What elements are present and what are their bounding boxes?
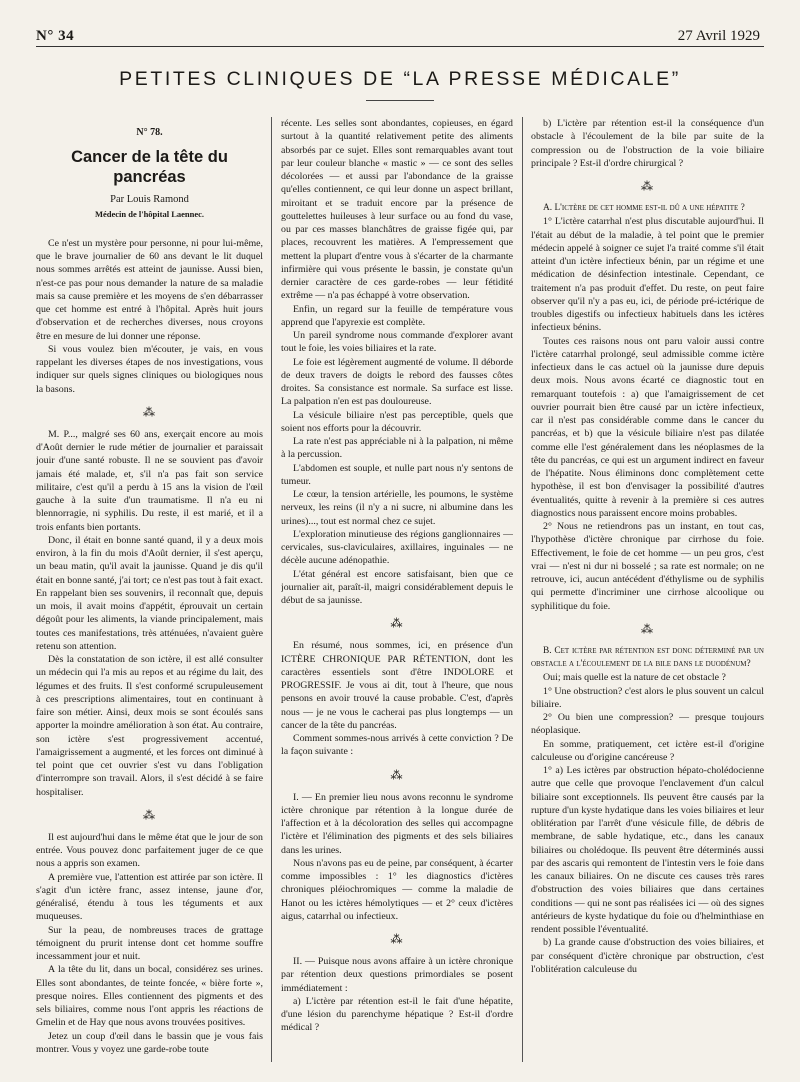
- paragraph: En résumé, nous sommes, ici, en présence d'un ICTÈRE CHRONIQUE PAR RÉTENTION, dont les caractères essentiels sont d'être INDOLORE et PROGRESSIF. Je vous ai dit, tout à l'heure, que nous pensons en avoir trouvé la cause probable. C'est, d'après nous — je ne vous le cacherai pas plus longtemps — un cancer de la tête du pancréas.: [281, 640, 513, 731]
- paragraph: Enfin, un regard sur la feuille de température vous apprend que l'apyrexie est complète.: [281, 303, 513, 328]
- column-2: [281, 117, 513, 1062]
- header-rule: [36, 46, 764, 47]
- paragraph: Ce n'est un mystère pour personne, ni pour lui-même, que le brave journalier de 60 ans devant le lit duquel nous sommes arrêtés est atteint de jaunisse. Aussi bien, n'est-ce pas pour nous demander la nature de sa maladie mais sa cause première et les moyens de s'en débarrasser que cet homme est entré à l'hôpital. Après huit jours d'observation et de recherches diverses, nous croyons être en mesure de lui donner une réponse.: [36, 237, 263, 342]
- paragraph: A première vue, l'attention est attirée par son ictère. Il s'agit d'un ictère franc, assez intense, jaune d'or, généralisé, étendu à tous les téguments et aux muqueuses.: [36, 871, 263, 923]
- masthead-title: PETITES CLINIQUES DE “LA PRESSE MÉDICALE”: [119, 68, 681, 90]
- article-affiliation: Médecin de l'hôpital Laennec.: [94, 208, 205, 219]
- paragraph: Si vous voulez bien m'écouter, je vais, en vous rappelant les diverses étapes de nos investigations, vous indiquer sur quels signes cliniques ou biologiques nous la basons.: [36, 343, 263, 395]
- section-separator: ⁂: [143, 807, 156, 822]
- column-divider-2: [522, 117, 523, 1062]
- issue-number: N° 34: [36, 28, 75, 44]
- paragraph: récente. Les selles sont abondantes, copieuses, en égard surtout à la quantité relativement petite des aliments absorbés par ce sujet. Elles sont remarquables avant tout par leur couleur blanche « mastic » — ce sont des selles décolorées — et aussi par l'abondance de la graisse qu'elles contiennent, ce qui leur donne un aspect brillant, miroitant et se traduit encore par la présence de gouttelettes huileuses à leur surface ou au fond du vase, ou par ces masses blanchâtres de graisse figée qui, par places, recouvrent les matières. A l'empressement que mettent la plupart d'entre vous à s'écarter de la charmante infirmière qui vous présente le bassin, je constate qu'un dernier caractère de ces garde-robes — leur fétidité extrême — n'a pas échappé à votre observation.: [281, 118, 513, 302]
- column-divider-1: [271, 117, 272, 1062]
- masthead-rule: [366, 100, 434, 101]
- paragraph: La vésicule biliaire n'est pas perceptible, quels que soient nos efforts pour la découvrir.: [281, 409, 513, 434]
- paragraph: b) La grande cause d'obstruction des voies biliaires, et par conséquent d'ictère chronique par obstruction, c'est l'oblitération calculeuse du: [531, 937, 764, 975]
- column-1: [36, 120, 263, 1065]
- paragraph: L'exploration minutieuse des régions ganglionnaires — cervicales, sus-claviculaires, axillaires, inguinales — ne décèle aucune adénopathie.: [281, 528, 513, 567]
- paragraph: Nous n'avons pas eu de peine, par conséquent, à écarter comme impossibles : 1° les diagnostics d'ictères chroniques pléiochromiques — comme la maladie de Hanot ou les ictères hémolytiques — et 2° ceux d'ictères aigus, catarrhal ou infectieux.: [281, 857, 513, 922]
- paragraph: M. P..., malgré ses 60 ans, exerçait encore au mois d'Août dernier le rude métier de journalier et paraissait jouir d'une santé robuste. Il ne se souvient pas d'avoir jamais été malade, et, s'il n'a pas fait son service militaire, c'est qu'il a perdu à 15 ans la vision de l'œil gauche à la suite d'un traumatisme. Il n'a eu ni blennorragie, ni syphilis. Du reste, il est marié, et il a trois enfants bien portants.: [36, 428, 263, 533]
- paragraph: A la tête du lit, dans un bocal, considérez ses urines. Elles sont abondantes, de teinte foncée, « bière forte », presque noires. Elles contiennent des pigments et des sels biliaires, comme nous l'ont appris les réactions de Gmelin et de Hay que nous avons trouvées positives.: [36, 964, 263, 1029]
- paragraph: La rate n'est pas appréciable ni à la palpation, ni même à la percussion.: [281, 436, 513, 461]
- paragraph: 2° Nous ne retiendrons pas un instant, en tout cas, l'hypothèse d'ictère chronique par cirrhose du foie. Effectivement, le foie de cet homme — un peu gros, c'est vrai — n'est ni dur ni bosselé ; sa rate est normale; on ne retrouve, ici, aucun antécédent d'éthylisme ou de syphilis qui permette d'incriminer une cirrhose alcoolique ou syphilitique du foie.: [531, 521, 764, 612]
- paragraph: Un pareil syndrome nous commande d'explorer avant tout le foie, les voies biliaires et la rate.: [281, 330, 513, 355]
- subsection-heading: A. L'ictère de cet homme est-il dû a une hépatite ?: [543, 203, 745, 213]
- paragraph: En somme, pratiquement, cet ictère est-il d'origine calculeuse ou d'origine cancéreuse ?: [531, 738, 764, 763]
- paragraph: Le cœur, la tension artérielle, les poumons, le système nerveux, les reins (il n'y a ni sucre, ni albumine dans les urines)..., tout est normal chez ce sujet.: [281, 489, 513, 527]
- paragraph: Donc, il était en bonne santé quand, il y a deux mois environ, à la fin du mois d'Août dernier, il s'est aperçu, un beau matin, qu'il avait la jaunisse. Quand je dis qu'il était en bonne santé, j'ai tort; ce n'est pas tout à fait exact. En rappelant bien ses souvenirs, il reconnaît que, depuis un mois, il avait moins d'appétit, éprouvait un certain dégoût pour les aliments, la viande principalement, mais toutes ces manifestations, très atténuées, n'avaient guère retenu son attention.: [36, 534, 263, 652]
- article-author: Par Louis Ramond: [110, 194, 189, 206]
- paragraph: L'abdomen est souple, et nulle part nous n'y sentons de tumeur.: [281, 462, 513, 487]
- paragraph: Comment sommes-nous arrivés à cette conviction ? De la façon suivante :: [281, 733, 513, 758]
- section-separator: ⁂: [390, 932, 404, 946]
- paragraph: II. — Puisque nous avons affaire à un ictère chronique par rétention deux questions primordiales se posent immédiatement :: [281, 956, 513, 994]
- paragraph: Toutes ces raisons nous ont paru valoir aussi contre l'ictère catarrhal prolongé, seul admissible comme ictère infectieux dans le cas actuel où la jaunisse dure depuis deux mois. Nous avons écarté ce diagnostic tout en remarquant toutefois : a) que l'amaigrissement de cet ouvrier pourrait bien être causé par un ictère infectieux, car il n'est pas considérable comme dans le cancer du pancréas, et b) que la vésicule biliaire n'est pas dilatée comme elle l'est généralement dans les néoplasmes de la tête du pancréas, ce qui est un argument indirect en faveur de l'hépatite. Nous éliminons donc complètement cette hypothèse, il est bon d'envisager la possibilité d'autres éventualités, quitte à revenir à la première si ces autres diagnostics nous paraissent encore moins probables.: [531, 335, 764, 519]
- subsection-heading: B. Cet ictère par rétention est donc déterminé par un obstacle a l'écoulement de la bile dans le duodénum?: [531, 645, 764, 669]
- paragraph: Jetez un coup d'œil dans le bassin que je vous fais montrer. Vous y voyez une garde-robe toute: [36, 1030, 263, 1055]
- paragraph: Oui; mais quelle est la nature de cet obstacle ?: [543, 672, 726, 684]
- paragraph: 2° Ou bien une compression? — presque toujours néoplasique.: [531, 712, 764, 737]
- paragraph: a) L'ictère par rétention est-il le fait d'une hépatite, d'une lésion du parenchyme hépatique ? Est-il d'ordre médical ?: [281, 995, 513, 1034]
- paragraph: b) L'ictère par rétention est-il la conséquence d'un obstacle à l'écoulement de la bile par suite de la compression ou de l'obstruction de la voie biliaire principale ? Est-il d'ordre chirurgical ?: [531, 118, 764, 169]
- paragraph: I. — En premier lieu nous avons reconnu le syndrome ictère chronique par rétention à la longue durée de l'affection et à la décoloration des selles qui accompagne l'ictère et l'élimination des pigments et des sels biliaires dans les urines.: [281, 791, 513, 856]
- section-separator: ⁂: [390, 616, 404, 631]
- article-title: Cancer de la tête du pancréas: [71, 148, 228, 187]
- paragraph: L'état général est encore satisfaisant, bien que ce journalier ait, paraît-il, maigri considérablement depuis le début de sa jaunisse.: [281, 568, 513, 606]
- paragraph: Sur la peau, de nombreuses traces de grattage témoignent du prurit intense dont cet homme souffre incessamment jour et nuit.: [36, 924, 263, 962]
- section-separator: ⁂: [641, 179, 654, 193]
- paragraph: 1° L'ictère catarrhal n'est plus discutable aujourd'hui. Il l'était au début de la maladie, à tel point que le premier médecin appelé à soigner ce sujet l'a traité comme s'il était atteint d'un ictère infectieux bénin, par un régime et une médication de désinfection intestinale. Cependant, ce traitement n'a pas produit d'effet. Du reste, on peut faire observer qu'il n'y a pas eu, ici, de période pré-ictérique de troubles digestifs ou infectieux habituels dans les ictères infectieux bénins.: [531, 216, 764, 334]
- section-separator: ⁂: [641, 621, 654, 636]
- paragraph: Il est aujourd'hui dans le même état que le jour de son entrée. Vous pouvez donc parfaitement juger de ce que nous a appris son examen.: [36, 831, 263, 870]
- column-3: [531, 117, 764, 1062]
- paragraph: 1° a) Les ictères par obstruction hépato-cholédocienne autre que celle que provoque l'enclavement d'un calcul biliaire sont exceptionnels. Ils peuvent être causés par la rupture d'un kyste hydatique dans les voies biliaires et leur oblitération par l'arrêt d'une vésicule fille, de débris de membrane, de sable hydatique, etc., dans les canaux biliaires ou cholédoque. Ils peuvent être déterminés aussi par des ascaris qui remontent de l'intestin vers le foie dans les canaux biliaires. On ne discute ces causes très rares d'obstruction des voies biliaires que dans certaines conditions — qui ne sont pas réalisées ici — où des signes antérieurs de kyste hydatique du foie ou d'helminthiase en rendent possible l'éventualité.: [531, 765, 764, 935]
- article-number: N° 78.: [136, 127, 163, 138]
- section-separator: ⁂: [390, 767, 404, 782]
- section-separator: ⁂: [143, 404, 156, 419]
- paragraph: Le foie est légèrement augmenté de volume. Il déborde de deux travers de doigts le rebord des fausses côtes droites. Sa consistance est normale. Sa surface est lisse. La palpation n'en est pas douloureuse.: [281, 356, 513, 408]
- paragraph: Dès la constatation de son ictère, il est allé consulter un médecin qui l'a mis au repos et au régime du lait, des légumes et des fruits. Il s'est conformé scrupuleusement à ces prescriptions alimentaires, tout en continuant à faire son métier. Ainsi, deux mois se sont écoulés sans apporter la moindre amélioration à son état. Au contraire, son ictère s'est progressivement accentué, l'amaigrissement a augmenté, et les forces ont diminué à tel point que cet ouvrier s'est vu dans l'obligation d'interrompre son travail. Alors, il s'est décidé à se faire hospitaliser.: [36, 654, 263, 798]
- paragraph: 1° Une obstruction? c'est alors le plus souvent un calcul biliaire.: [531, 685, 764, 710]
- issue-date: 27 Avril 1929: [677, 28, 760, 44]
